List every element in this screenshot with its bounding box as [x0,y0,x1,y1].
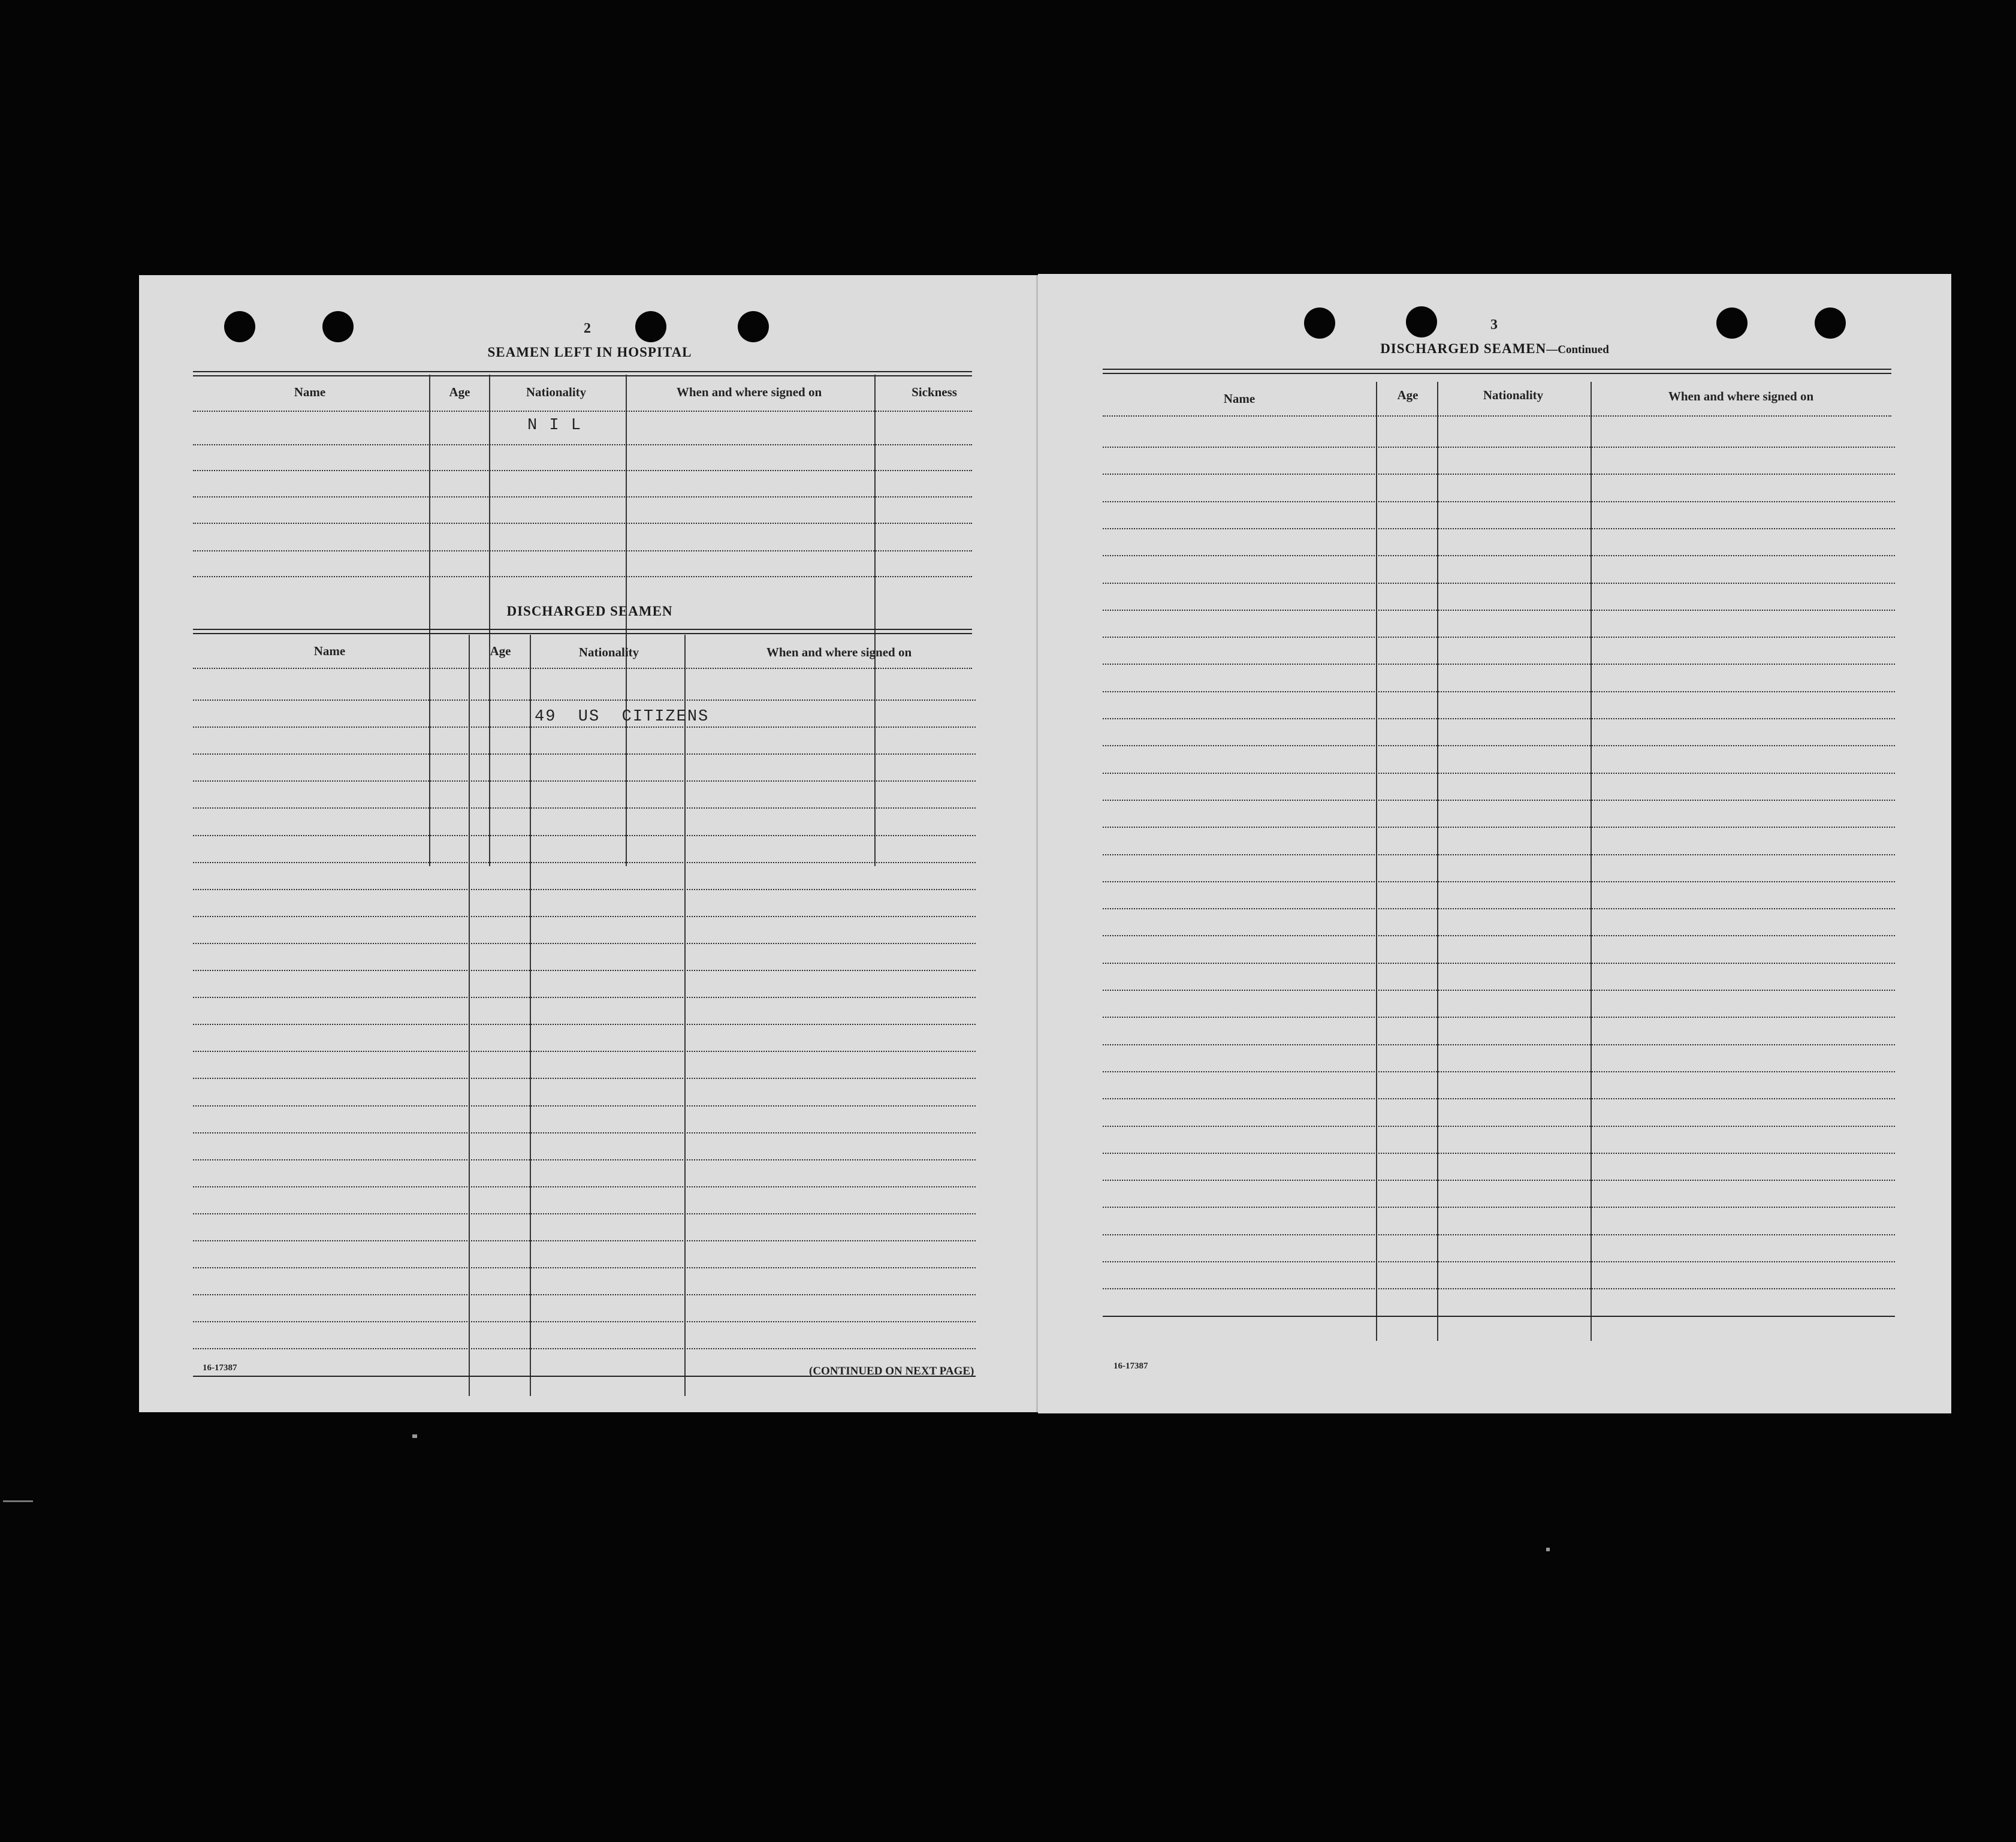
punch-hole-icon [1304,307,1335,339]
table-row [193,1294,976,1295]
page-number: 2 [584,321,591,336]
table-row [1103,827,1895,828]
table-row [193,1024,976,1025]
table-row [193,1051,976,1052]
table-row [193,576,972,577]
table-row [193,1105,976,1107]
column-header-when-where: When and where signed on [766,645,912,659]
title-text: DISCHARGED SEAMEN [1380,341,1547,356]
table-row [1103,501,1895,502]
punch-hole-icon [322,311,354,342]
column-divider [530,635,531,1396]
table-row [1103,1153,1895,1154]
table-row [193,1078,976,1079]
title-rule [193,371,972,376]
table-row [1103,1098,1895,1099]
table-row [193,997,976,998]
column-header-name: Name [294,385,326,399]
table-row [1103,963,1895,964]
table-row [193,970,976,971]
column-header-nationality: Nationality [578,645,639,659]
column-divider [489,375,490,866]
column-header-nationality: Nationality [1483,388,1544,402]
header-underline [193,668,972,669]
column-header-when-where: When and where signed on [1668,389,1814,403]
table-row [1103,691,1895,692]
table-row [1103,583,1895,584]
column-header-age: Age [1397,388,1419,402]
column-divider [1376,382,1377,1341]
column-divider [429,375,430,866]
column-header-age: Age [449,385,470,399]
title-rule [1103,369,1891,374]
table-row [193,550,972,551]
table-row [193,807,976,809]
table-row [1103,555,1895,556]
header-underline [193,411,972,412]
table-row [193,943,976,944]
table-row [193,444,972,445]
table-row [193,835,976,836]
table-row [1103,881,1895,882]
table-row [193,1213,976,1214]
table-row [1103,935,1895,936]
table-row [1103,1207,1895,1208]
table-row [1103,474,1895,475]
title-rule [193,629,972,634]
table-row [1103,718,1895,719]
column-divider [469,635,470,1396]
table-row [193,1348,976,1349]
punch-hole-icon [1716,307,1748,339]
discharged-entry: 49 US CITIZENS [535,708,710,726]
table-row [193,523,972,524]
form-number: 16-17387 [1113,1361,1148,1371]
page-number: 3 [1490,317,1498,333]
table-row [193,496,972,498]
column-divider [684,635,686,1396]
column-header-sickness: Sickness [912,385,957,399]
table-row [1103,1180,1895,1181]
table-row [193,753,976,755]
table-row [193,1132,976,1133]
column-divider [874,375,876,866]
hospital-entry: N I L [527,417,583,435]
table-row [193,1321,976,1322]
table-row [193,916,976,917]
left-page [139,275,1038,1412]
table-row [1103,1288,1895,1289]
table-row [1103,1044,1895,1045]
table-row [1103,1071,1895,1072]
table-row [1103,664,1895,665]
table-row [1103,1126,1895,1127]
table-row [1103,447,1895,448]
table-row [1103,610,1895,611]
column-header-when-where: When and where signed on [676,385,822,399]
dust-speck [1546,1548,1550,1551]
table-row [1103,637,1895,638]
discharged-continued-title [1380,341,1609,357]
table-row [193,780,976,782]
punch-hole-icon [1406,306,1437,337]
table-row [193,1186,976,1187]
punch-hole-icon [1815,307,1846,339]
table-row [1103,528,1895,529]
table-row [1103,854,1895,855]
hospital-section-title: SEAMEN LEFT IN HOSPITAL [487,345,692,360]
table-row [1103,1316,1895,1317]
discharged-section-title: DISCHARGED SEAMEN [506,604,673,619]
table-row [193,1159,976,1160]
dust-speck [412,1434,417,1438]
table-row [1103,1234,1895,1235]
column-divider [1591,382,1592,1341]
column-header-name: Name [313,644,346,658]
table-row [193,1240,976,1241]
table-row [193,700,976,701]
punch-hole-icon [224,311,255,342]
table-row [1103,990,1895,991]
table-row [193,726,976,728]
punch-hole-icon [635,311,666,342]
table-row [193,1267,976,1268]
table-row [1103,773,1895,774]
table-row [1103,1017,1895,1018]
table-row [1103,800,1895,801]
punch-hole-icon [738,311,769,342]
column-header-nationality: Nationality [526,385,587,399]
dust-speck [3,1500,33,1502]
title-suffix: —Continued [1546,343,1609,356]
table-row [193,889,976,890]
column-divider [1437,382,1438,1341]
column-divider [626,375,627,866]
column-header-age: Age [490,644,511,658]
header-underline [1103,415,1891,417]
form-number: 16-17387 [203,1363,237,1373]
table-row [1103,745,1895,746]
table-row [1103,1261,1895,1262]
table-row [193,862,976,863]
table-row [1103,908,1895,909]
continued-note: (CONTINUED ON NEXT PAGE) [809,1365,974,1377]
column-header-name: Name [1223,391,1256,406]
right-page [1038,274,1951,1413]
table-row [193,470,972,471]
